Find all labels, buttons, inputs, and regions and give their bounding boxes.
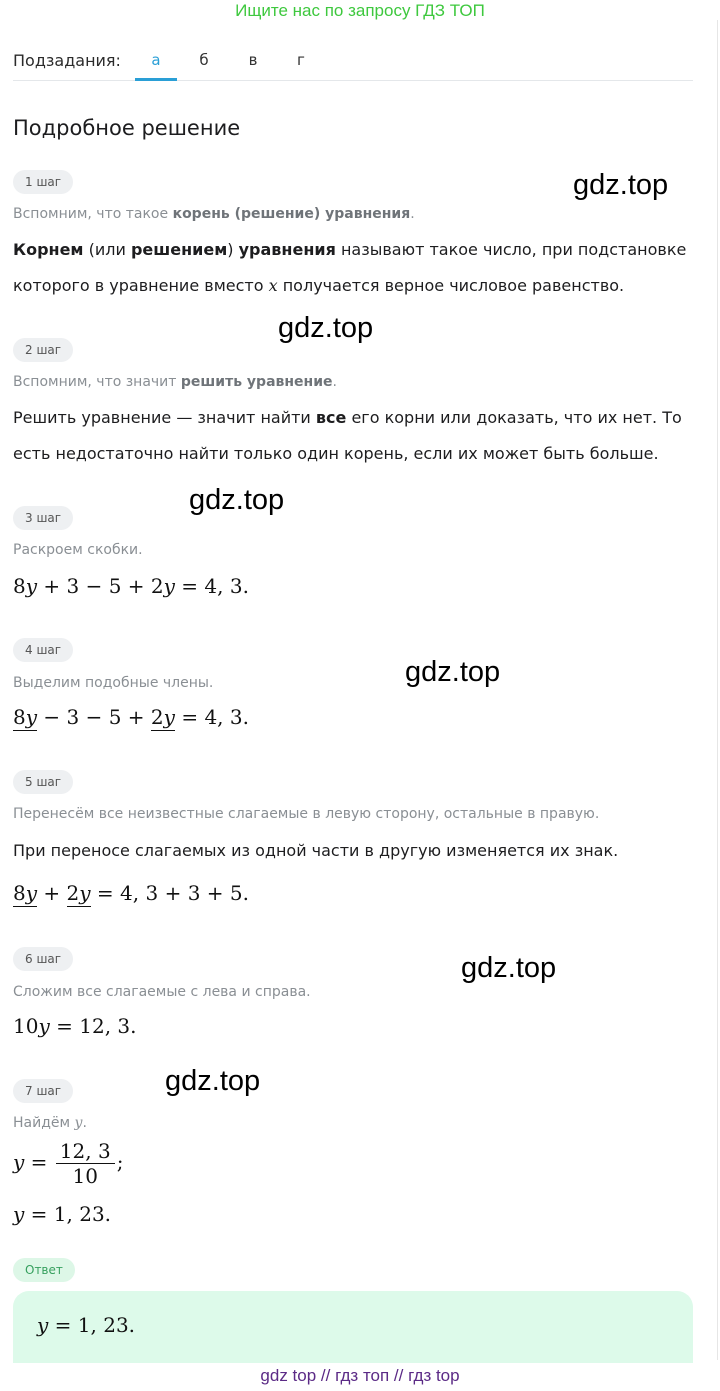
hint-text: Найдём [13, 1115, 75, 1131]
term-2y: 2y [66, 881, 91, 905]
step-6-equation: 10y = 12, 3. [13, 1014, 137, 1038]
hint-text: . [82, 1115, 87, 1131]
step-4-hint: Выделим подобные члены. [13, 675, 214, 691]
answer-box [13, 1291, 693, 1363]
step-2-line-1 [13, 400, 693, 436]
hint-text: Вспомним, что значит [13, 374, 181, 390]
math-var-x: x [268, 276, 278, 295]
numerator: 12, 3 [56, 1139, 115, 1164]
eq-semicolon: ; [116, 1150, 124, 1174]
watermark: gdz.top [189, 484, 285, 516]
text: его корни или доказать, что их нет. То [346, 408, 682, 427]
text: получается верное числовое равенство. [277, 276, 625, 295]
step-2-chip: 2 шаг [13, 338, 73, 362]
top-banner: Ищите нас по запросу ГДЗ ТОП [235, 1, 485, 20]
text: ) [227, 240, 239, 259]
hint-term: решить уравнение [180, 374, 333, 390]
term-2y: 2y [150, 705, 175, 729]
eq-part: − 3 − 5 + [37, 705, 151, 729]
eq-part: + [37, 881, 67, 905]
tab-b[interactable]: б [199, 51, 209, 69]
fraction [56, 1139, 115, 1188]
eq-lhs: y = [13, 1150, 54, 1174]
page-divider [717, 20, 718, 1360]
tab-v[interactable]: в [248, 51, 258, 69]
step-7-hint [13, 1113, 87, 1133]
term-equation: уравнения [238, 240, 336, 259]
step-5-chip: 5 шаг [13, 770, 73, 794]
tab-a[interactable]: а [135, 44, 177, 81]
step-2-body [13, 400, 693, 472]
step-5-hint: Перенесём все неизвестные слагаемые в левую сторону, остальные в правую. [13, 806, 600, 822]
term-8y: 8y [13, 881, 38, 905]
tab-g[interactable]: г [297, 51, 305, 69]
step-3-equation: 8y + 3 − 5 + 2y = 4, 3. [13, 574, 249, 598]
hint-term: корень (решение) уравнения [172, 206, 411, 222]
watermark: gdz.top [278, 312, 374, 344]
math-var-y: y [74, 1115, 83, 1131]
eq-part: = 4, 3. [174, 705, 249, 729]
step-5-body: При переносе слагаемых из одной части в другую изменяется их знак. [13, 841, 619, 860]
step-3-hint: Раскроем скобки. [13, 542, 143, 558]
text: Решить уравнение — значит найти [13, 408, 316, 427]
hint-text: Вспомним, что такое [13, 206, 173, 222]
text: называют такое число, при подстановке [335, 240, 687, 259]
watermark: gdz.top [405, 656, 501, 688]
hint-text: . [332, 374, 337, 390]
text: (или [83, 240, 131, 259]
section-title: Подробное решение [13, 116, 241, 140]
term-8y: 8y [13, 705, 38, 729]
step-7-result: y = 1, 23. [13, 1202, 112, 1226]
subtasks-bar [13, 44, 693, 81]
subtasks-label: Подзадания: [13, 51, 121, 70]
step-1-line-1 [13, 232, 693, 268]
step-1-chip: 1 шаг [13, 170, 73, 194]
step-1-body [13, 232, 693, 304]
step-7-fraction-equation [13, 1139, 123, 1188]
step-4-chip: 4 шаг [13, 638, 73, 662]
text: которого в уравнение вместо [13, 276, 269, 295]
footer-links[interactable]: gdz top // гдз топ // гдз top [260, 1366, 460, 1385]
watermark: gdz.top [165, 1065, 261, 1097]
step-6-hint: Сложим все слагаемые с лева и справа. [13, 984, 311, 1000]
step-5-equation [13, 881, 249, 905]
step-1-line-2 [13, 268, 693, 304]
term-solution: решением [130, 240, 228, 259]
answer-equation: y = 1, 23. [37, 1313, 136, 1337]
denominator: 10 [72, 1164, 98, 1188]
watermark: gdz.top [461, 952, 557, 984]
step-3-chip: 3 шаг [13, 506, 73, 530]
answer-chip: Ответ [13, 1258, 75, 1282]
step-2-line-2: есть недостаточно найти только один корень, если их может быть больше. [13, 444, 659, 463]
hint-text: . [410, 206, 415, 222]
term-all: все [315, 408, 347, 427]
step-6-chip: 6 шаг [13, 947, 73, 971]
step-1-hint [13, 204, 415, 224]
step-4-equation [13, 705, 249, 729]
step-2-hint [13, 372, 337, 392]
term-root: Корнем [13, 240, 84, 259]
watermark: gdz.top [573, 169, 669, 201]
eq-part: = 4, 3 + 3 + 5. [90, 881, 249, 905]
step-7-chip: 7 шаг [13, 1079, 73, 1103]
